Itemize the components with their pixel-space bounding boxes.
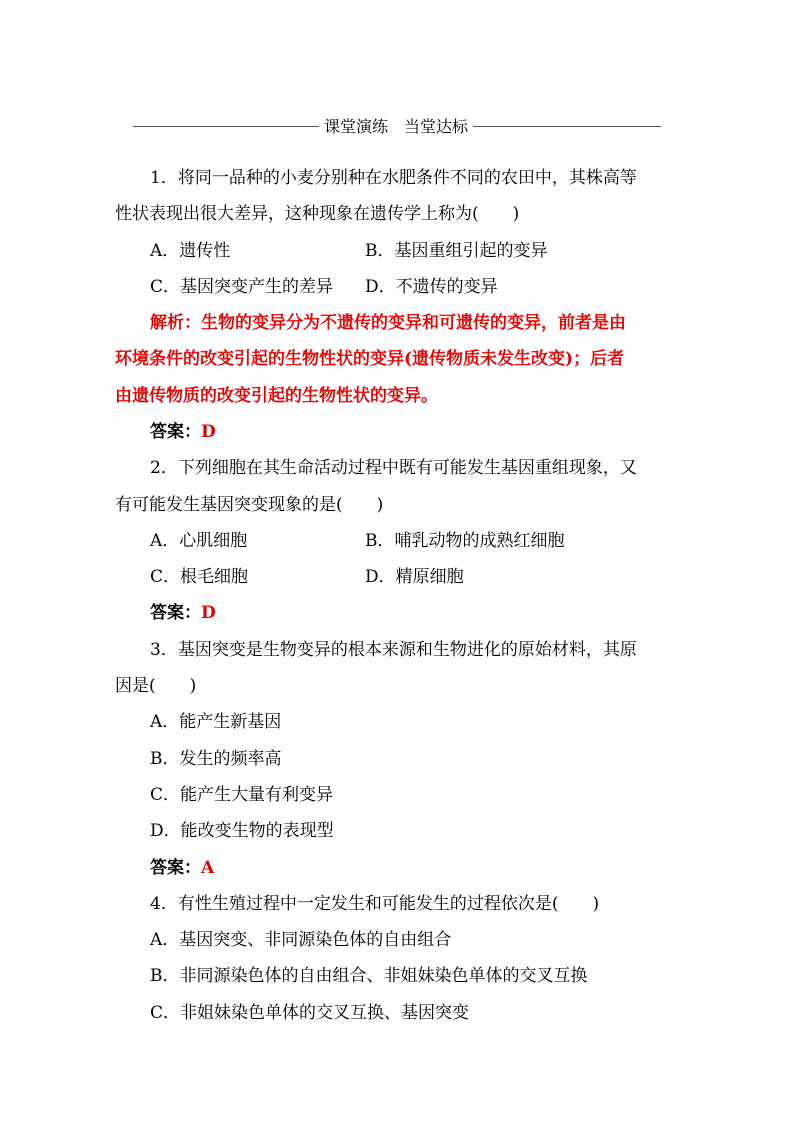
answer-label: 答案： bbox=[150, 858, 201, 878]
q1-analysis-line1: 解析：生物的变异分为不遗传的变异和可遗传的变异，前者是由 bbox=[150, 313, 626, 333]
q2-option-c: C．根毛细胞 bbox=[150, 567, 249, 587]
q1-analysis-line2: 环境条件的改变引起的生物性状的变异(遗传物质未发生改变)；后者 bbox=[115, 349, 625, 369]
section-header bbox=[133, 114, 661, 140]
q1-option-b: B．基因重组引起的变异 bbox=[365, 241, 548, 261]
q3-option-b: B．发生的频率高 bbox=[150, 749, 282, 769]
q1-analysis-line3: 由遗传物质的改变引起的生物性状的变异。 bbox=[115, 386, 438, 406]
q2-stem-line2: 有可能发生基因突变现象的是( ) bbox=[115, 495, 384, 515]
answer-letter: D bbox=[201, 422, 216, 442]
q1-stem-line1: 1．将同一品种的小麦分别种在水肥条件不同的农田中，其株高等 bbox=[150, 168, 637, 188]
q3-option-a: A．能产生新基因 bbox=[150, 712, 282, 732]
answer-letter: D bbox=[201, 603, 216, 623]
q3-option-c: C．能产生大量有利变异 bbox=[150, 785, 334, 805]
q3-option-d: D．能改变生物的表现型 bbox=[150, 821, 334, 841]
q2-answer bbox=[150, 599, 216, 627]
answer-letter: A bbox=[201, 858, 215, 878]
answer-label: 答案： bbox=[150, 422, 201, 442]
q3-stem-line1: 3．基因突变是生物变异的根本来源和生物进化的原始材料，其原 bbox=[150, 640, 637, 660]
answer-label: 答案： bbox=[150, 603, 201, 623]
q4-option-c: C．非姐妹染色单体的交叉互换、基因突变 bbox=[150, 1003, 470, 1023]
q2-option-d: D．精原细胞 bbox=[365, 567, 464, 587]
q2-option-b: B．哺乳动物的成熟红细胞 bbox=[365, 531, 565, 551]
q1-option-d: D．不遗传的变异 bbox=[365, 277, 498, 297]
q4-option-a: A．基因突变、非同源染色体的自由组合 bbox=[150, 930, 452, 950]
q3-stem-line2: 因是( ) bbox=[115, 676, 197, 696]
q1-stem-line2: 性状表现出很大差异，这种现象在遗传学上称为( ) bbox=[115, 204, 520, 224]
q2-option-a: A．心肌细胞 bbox=[150, 531, 248, 551]
q3-answer bbox=[150, 854, 214, 882]
header-rule-left bbox=[133, 126, 319, 127]
section-title: 课堂演练 当堂达标 bbox=[323, 117, 468, 136]
q1-answer bbox=[150, 418, 216, 446]
q1-option-c: C．基因突变产生的差异 bbox=[150, 277, 334, 297]
header-rule-right bbox=[473, 126, 661, 127]
q4-option-b: B．非同源染色体的自由组合、非姐妹染色单体的交叉互换 bbox=[150, 966, 588, 986]
q2-stem-line1: 2．下列细胞在其生命活动过程中既有可能发生基因重组现象，又 bbox=[150, 458, 637, 478]
q4-stem-line1: 4．有性生殖过程中一定发生和可能发生的过程依次是( ) bbox=[150, 894, 600, 914]
q1-option-a: A．遗传性 bbox=[150, 241, 231, 261]
